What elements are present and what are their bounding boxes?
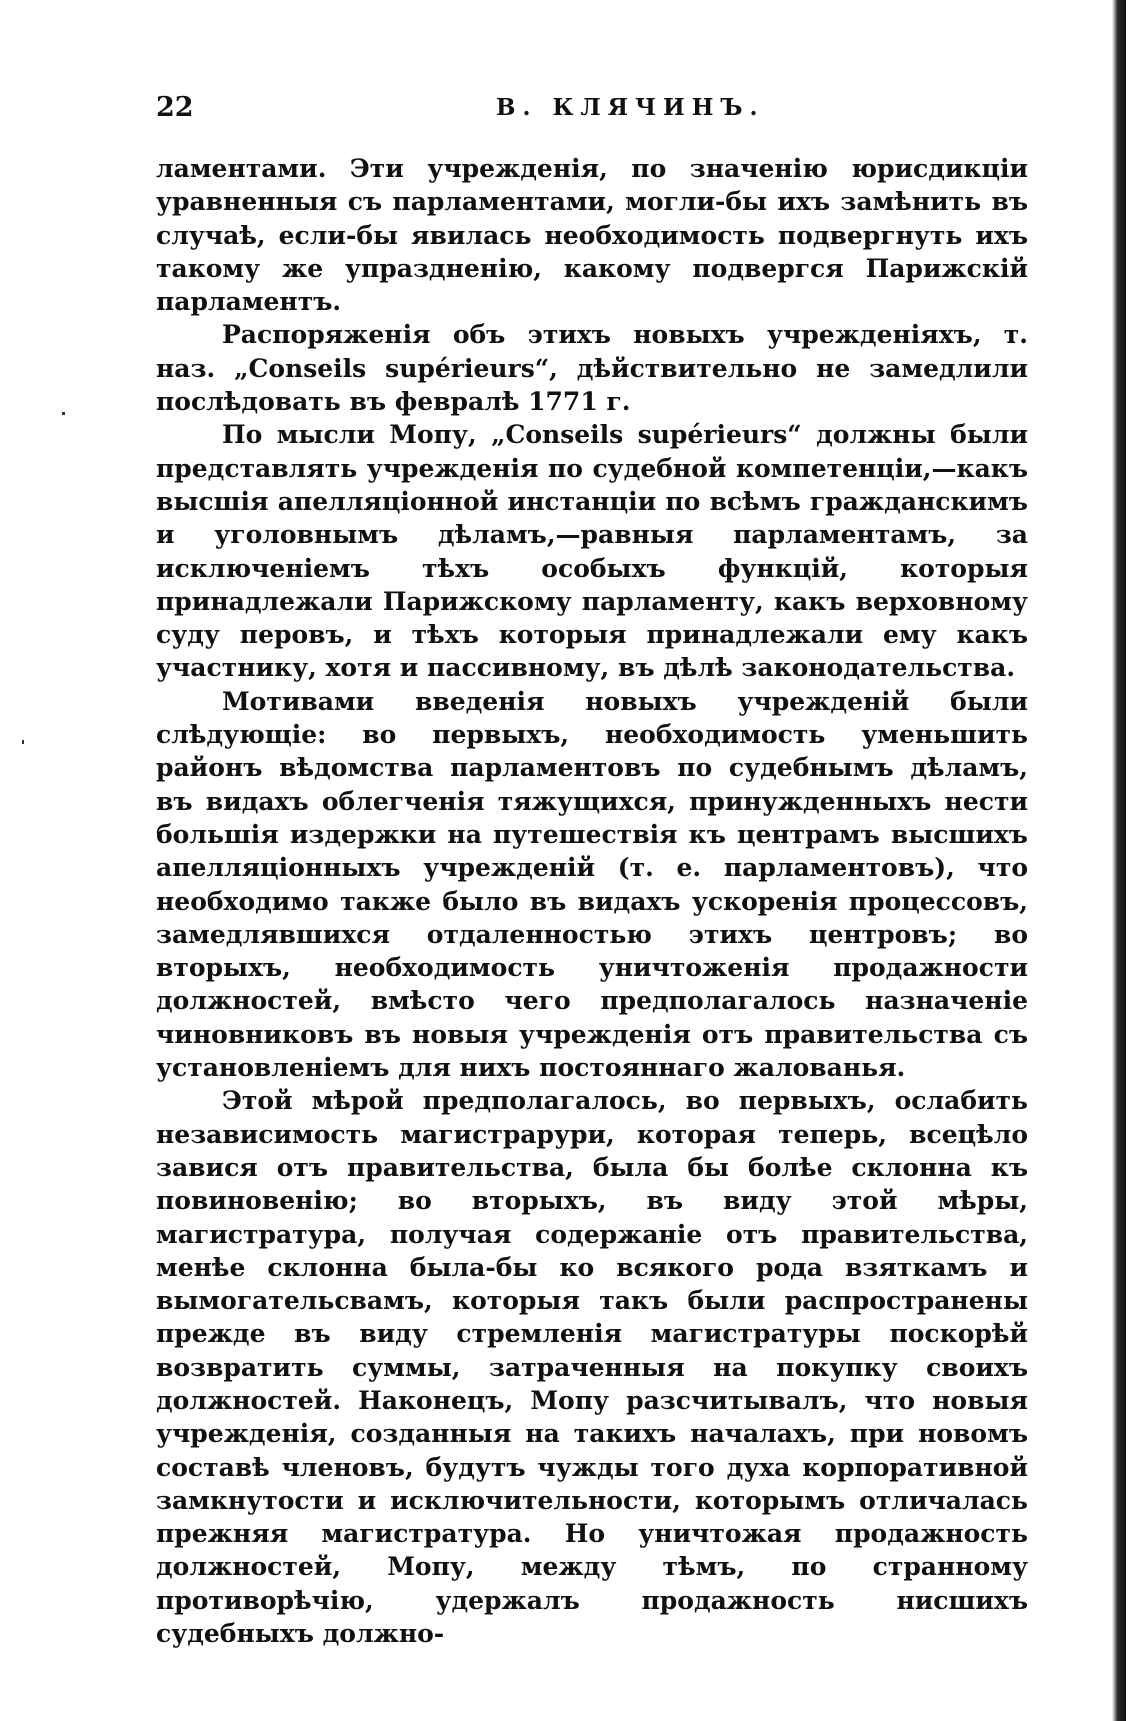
paragraph: По мысли Мопу, „Conseils supérieurs“ должны были представлять учрежденія по судебной компетенціи,—какъ высшія апелляціонной инстанціи по всѣмъ гражданскимъ и уголовнымъ дѣламъ,—равныя парламентамъ, за исключеніемъ тѣхъ особыхъ функцій, которыя принадлежали Парижскому парламенту, какъ верховному суду перовъ, и тѣхъ которыя принадлежали ему какъ участнику, хотя и пассивному, въ дѣлѣ законодательства. — [156, 420, 1028, 683]
scan-margin — [1126, 0, 1140, 1721]
scan-speck — [62, 412, 65, 415]
page-header — [156, 92, 1030, 132]
page-number: 22 — [156, 92, 194, 123]
running-head: В. КЛЯЧИНЪ. — [496, 94, 765, 121]
scan-edge-shadow — [1112, 0, 1126, 1721]
paragraph: Этой мѣрой предполагалось, во первыхъ, ослабить независимость магистрарури, которая теперь, всецѣло завися отъ правительства, была бы болѣе склонна къ повиновенію; во вторыхъ, въ виду этой мѣры, магистратура, получая содержаніе отъ правительства, менѣе склонна была-бы ко всякого рода взяткамъ и вымогательсвамъ, которыя такъ были распространены прежде въ виду стремленія магистратуры поскорѣй возвратить суммы, затраченныя на покупку своихъ должностей. Наконецъ, Мопу разсчитывалъ, что новыя учрежденія, созданныя на такихъ началахъ, при новомъ составѣ членовъ, будутъ чужды того духа корпоративной замкнутости и исключительности, которымъ отличалась прежняя магистратура. Но уничтожая продажность должностей, Мопу, между тѣмъ, по странному противорѣчію, удержалъ продажность нисшихъ судебныхъ должно- — [156, 1086, 1028, 1649]
body-text — [156, 152, 1028, 1650]
paragraph: Распоряженія объ этихъ новыхъ учрежденіяхъ, т. наз. „Conseils supérieurs“, дѣйствительно не замедлили послѣдовать въ февралѣ 1771 г. — [156, 320, 1028, 417]
scan-speck — [22, 740, 24, 744]
paragraph-continuation: ламентами. Эти учрежденія, по значенію юрисдикціи уравненныя съ парламентами, могли-бы ихъ замѣнить въ случаѣ, если-бы явилась необходимость подвергнуть ихъ такому же упраздненію, какому подвергся Парижскій парламентъ. — [156, 154, 1028, 317]
paragraph: Мотивами введенія новыхъ учрежденій были слѣдующіе: во первыхъ, необходимость уменьшить районъ вѣдомства парламентовъ по судебнымъ дѣламъ, въ видахъ облегченія тяжущихся, принужденныхъ нести большія издержки на путешествія къ центрамъ высшихъ апелляціонныхъ учрежденій (т. е. парламентовъ), что необходимо также было въ видахъ ускоренія процессовъ, замедлявшихся отдаленностью этихъ центровъ; во вторыхъ, необходимость уничтоженія продажности должностей, вмѣсто чего предполагалось назначеніе чиновниковъ въ новыя учрежденія отъ правительства съ установленіемъ для нихъ постояннаго жалованья. — [156, 686, 1028, 1083]
